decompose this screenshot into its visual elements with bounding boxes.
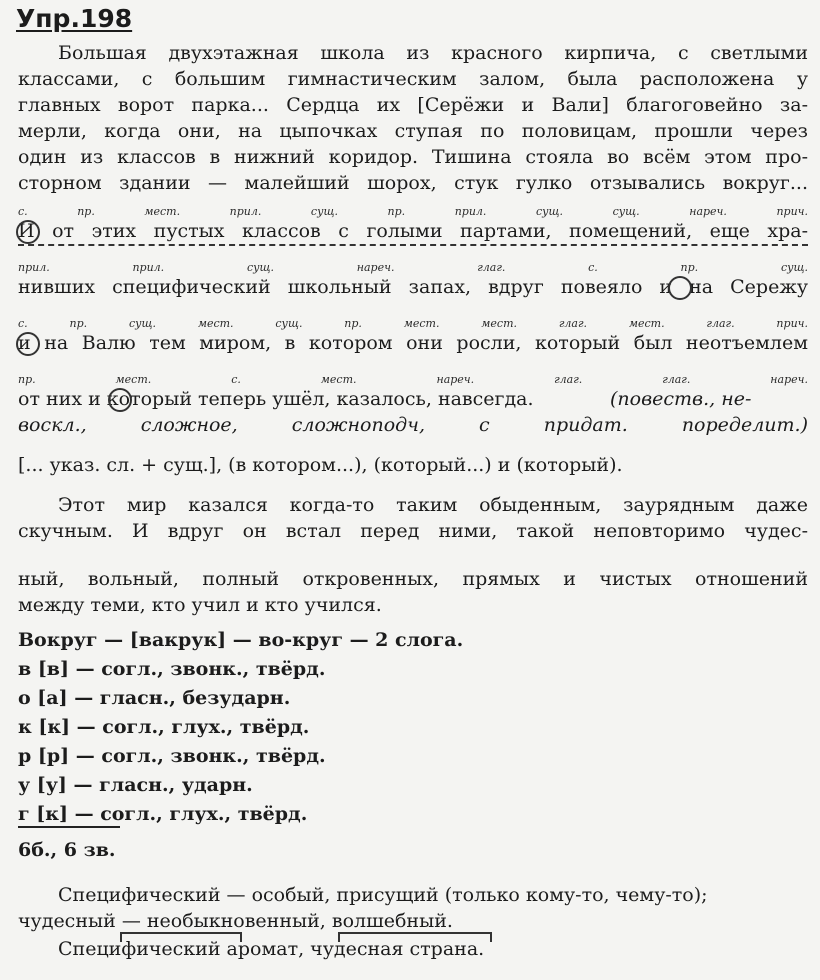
- paragraph1-line: мерли, когда они, на цыпочках ступая по половицам, прошли через: [18, 120, 808, 142]
- conjunction-circle: [16, 220, 40, 244]
- sentence-type-note-continued: воскл., сложное, сложноподч, с придат. поределит.): [18, 414, 808, 436]
- phonetic-row: в [в] — согл., звонк., твёрд.: [18, 658, 326, 680]
- annotated-sentence-line: от них и который теперь ушёл, казалось, навсегда.: [18, 388, 534, 410]
- conjunction-circle: [16, 332, 40, 356]
- annotated-sentence-line: И от этих пустых классов с голыми партами, помещений, еще хра-: [18, 220, 808, 242]
- parts-of-speech-tags: пр. мест. с. мест. нареч. глаг. глаг. нареч.: [18, 373, 808, 386]
- parts-of-speech-tags: с. пр. сущ. мест. сущ. пр. мест. мест. глаг. мест. глаг. прич.: [18, 317, 808, 330]
- phonetic-row: г [к] — согл., глух., твёрд.: [18, 803, 308, 825]
- paragraph1-line: главных ворот парка... Сердца их [Серёжи и Вали] благоговейно за-: [18, 94, 808, 116]
- exercise-title: Упр.198: [16, 4, 133, 33]
- paragraph1-line: один из классов в нижний коридор. Тишина стояла во всём этом про-: [18, 146, 808, 168]
- parts-of-speech-tags: прил. прил. сущ. нареч. глаг. с. пр. сущ.: [18, 261, 808, 274]
- paragraph1-line: сторном здании — малейший шорох, стук гулко отзывались вокруг...: [18, 172, 808, 194]
- parts-of-speech-tags: с. пр. мест. прил. сущ. пр. прил. сущ. сущ. нареч. прич.: [18, 205, 808, 218]
- phonetic-row: р [р] — согл., звонк., твёрд.: [18, 745, 326, 767]
- paragraph2-line: Этот мир казался когда-то таким обыденным, заурядным даже: [58, 494, 808, 516]
- conjunction-circle: [668, 276, 692, 300]
- phonetic-row: о [а] — гласн., безударн.: [18, 687, 291, 709]
- paragraph2-line: скучным. И вдруг он встал перед ними, такой неповторимо чудес-: [18, 520, 808, 542]
- paragraph2-line: между теми, кто учил и кто учился.: [18, 594, 382, 616]
- definition-line: Специфический — особый, присущий (только кому-то, чему-то);: [58, 884, 708, 906]
- letters-sounds-summary: 6б., 6 зв.: [18, 839, 116, 861]
- phrase-examples: Специфический аромат, чудесная страна.: [58, 938, 485, 960]
- phonetic-header: Вокруг — [вакрук] — во-круг — 2 слога.: [18, 629, 464, 651]
- paragraph1-line: Большая двухэтажная школа из красного кирпича, с светлыми: [58, 42, 808, 64]
- conjunction-circle: [108, 388, 132, 412]
- annotated-sentence-line: и на Валю тем миром, в котором они росли, который был неотъемлем: [18, 332, 808, 354]
- sentence-type-note: (повеств., не-: [610, 388, 752, 410]
- subject-underline: [18, 244, 808, 246]
- sentence-scheme: [... указ. сл. + сущ.], (в котором...), (который...) и (который).: [18, 454, 623, 476]
- phonetic-row: у [у] — гласн., ударн.: [18, 774, 253, 796]
- paragraph2-line: ный, вольный, полный откровенных, прямых и чистых отношений: [18, 568, 808, 590]
- annotated-sentence-line: нивших специфический школьный запах, вдруг повеяло и на Сережу: [18, 276, 808, 298]
- paragraph1-line: классами, с большим гимнастическим залом, была расположена у: [18, 68, 808, 90]
- definition-line: чудесный — необыкновенный, волшебный.: [18, 910, 453, 932]
- phonetic-row: к [к] — согл., глух., твёрд.: [18, 716, 310, 738]
- summary-rule: [18, 826, 120, 828]
